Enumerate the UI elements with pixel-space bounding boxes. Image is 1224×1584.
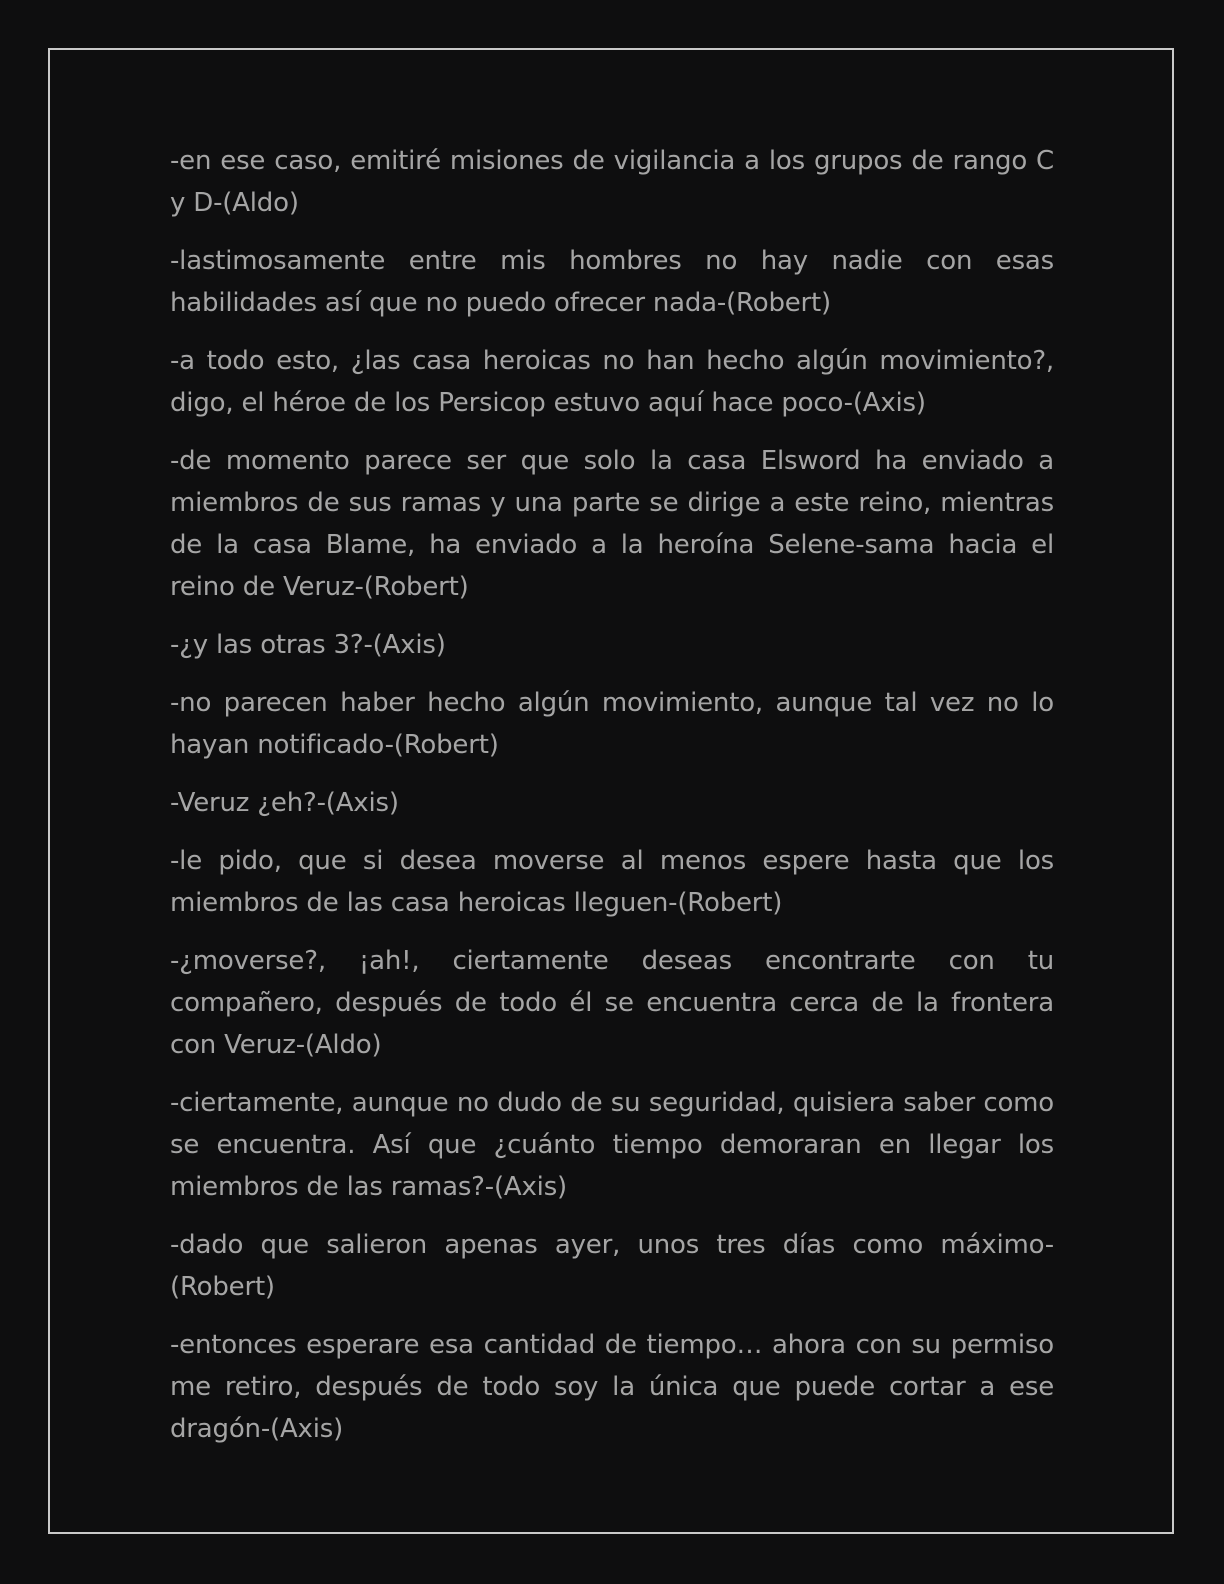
dialogue-paragraph: -de momento parece ser que solo la casa Elsword ha enviado a miembros de sus ramas y una parte se dirige a este reino, mientras de la casa Blame, ha enviado a la heroína Selene-sama hacia el reino de Veruz-(Robert) [170,446,1054,602]
dialogue-paragraph: -¿moverse?, ¡ah!, ciertamente deseas encontrarte con tu compañero, después de todo él se encuentra cerca de la frontera con Veruz-(Aldo) [170,946,1054,1060]
dialogue-paragraph: -entonces esperare esa cantidad de tiempo… ahora con su permiso me retiro, después de todo soy la única que puede cortar a ese dragón-(Axis) [170,1330,1054,1444]
dialogue-paragraph: -le pido, que si desea moverse al menos espere hasta que los miembros de las casa heroicas lleguen-(Robert) [170,846,1054,918]
dialogue-paragraph: -ciertamente, aunque no dudo de su seguridad, quisiera saber como se encuentra. Así que ¿cuánto tiempo demoraran en llegar los miembros de las ramas?-(Axis) [170,1088,1054,1202]
dialogue-paragraph: -¿y las otras 3?-(Axis) [170,630,446,660]
dialogue-paragraph: -no parecen haber hecho algún movimiento, aunque tal vez no lo hayan notificado-(Robert) [170,688,1054,760]
text-body [170,140,1054,1466]
dialogue-paragraph: -Veruz ¿eh?-(Axis) [170,788,399,818]
dialogue-paragraph: -en ese caso, emitiré misiones de vigilancia a los grupos de rango C y D-(Aldo) [170,146,1054,218]
dialogue-paragraph: -dado que salieron apenas ayer, unos tres días como máximo-(Robert) [170,1230,1054,1302]
dialogue-paragraph: -lastimosamente entre mis hombres no hay nadie con esas habilidades así que no puedo ofrecer nada-(Robert) [170,246,1054,318]
dialogue-paragraph: -a todo esto, ¿las casa heroicas no han hecho algún movimiento?, digo, el héroe de los Persicop estuvo aquí hace poco-(Axis) [170,346,1054,418]
